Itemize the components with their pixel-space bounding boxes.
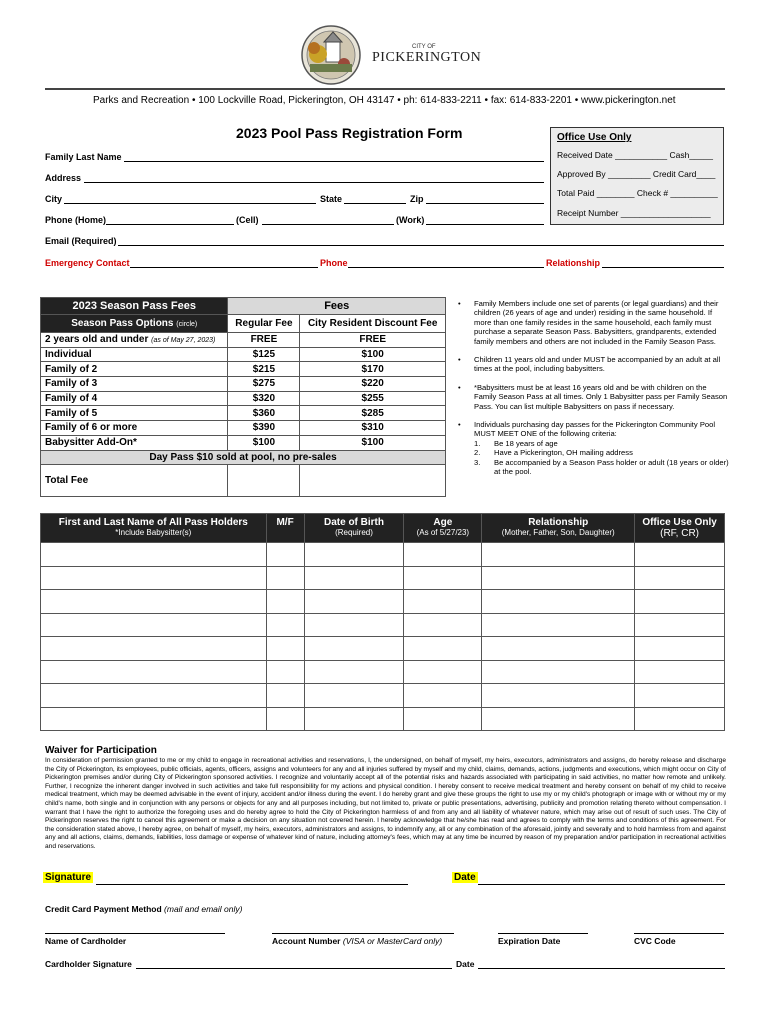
fee-row[interactable]: Family of 5 $360 $285 bbox=[41, 406, 446, 421]
family-last-field[interactable] bbox=[124, 161, 544, 162]
total-fee-regular[interactable] bbox=[228, 465, 300, 497]
office-title: Office Use Only bbox=[557, 132, 632, 143]
fax-text: fax: 614-833-2201 bbox=[490, 95, 572, 106]
col-dob: Date of Birth (Required) bbox=[304, 514, 404, 543]
office-receipt: Receipt Number ___________________ bbox=[557, 208, 711, 218]
cardholder-signature-label: Cardholder Signature bbox=[45, 959, 132, 969]
fees-table bbox=[40, 297, 446, 497]
office-approved: Approved By _________ Credit Card____ bbox=[557, 169, 716, 179]
col-relationship: Relationship (Mother, Father, Son, Daughter) bbox=[482, 514, 635, 543]
total-fee-resident[interactable] bbox=[300, 465, 446, 497]
resident-fee-header: City Resident Discount Fee bbox=[300, 315, 446, 333]
fee-row[interactable]: Family of 3 $275 $220 bbox=[41, 377, 446, 392]
state-field[interactable] bbox=[344, 203, 406, 204]
cell-field[interactable] bbox=[262, 224, 394, 225]
pass-holders-table bbox=[40, 513, 725, 731]
holder-row[interactable] bbox=[41, 707, 725, 731]
work-field[interactable] bbox=[426, 224, 544, 225]
work-label: (Work) bbox=[396, 215, 425, 225]
web-text: www.pickerington.net bbox=[581, 95, 676, 106]
cvc-label: CVC Code bbox=[634, 936, 676, 946]
address-label: Address bbox=[45, 173, 82, 183]
office-received: Received Date ___________ Cash_____ bbox=[557, 150, 713, 160]
expiration-label: Expiration Date bbox=[498, 936, 561, 946]
cc-method: Credit Card Payment Method (mail and email only) bbox=[45, 904, 243, 914]
season-options-header: Season Pass Options (circle) bbox=[41, 315, 228, 333]
fee-row[interactable]: Family of 4 $320 $255 bbox=[41, 391, 446, 406]
emergency-field[interactable] bbox=[130, 267, 318, 268]
zip-label: Zip bbox=[410, 194, 424, 204]
fee-row[interactable]: Babysitter Add-On* $100 $100 bbox=[41, 435, 446, 450]
signature-label: Signature bbox=[45, 872, 92, 883]
header-rule bbox=[45, 88, 725, 90]
page-title: 2023 Pool Pass Registration Form bbox=[236, 125, 463, 141]
logo-name: PICKERINGTON bbox=[372, 50, 482, 65]
holder-row[interactable] bbox=[41, 543, 725, 567]
office-use-box bbox=[550, 127, 724, 225]
bullet-children: • Children 11 years old and under MUST be accompanied by an adult at all times at the pool, including babysitters. bbox=[458, 355, 721, 374]
fee-row[interactable]: Family of 2 $215 $170 bbox=[41, 362, 446, 377]
col-office: Office Use Only (RF, CR) bbox=[635, 514, 725, 543]
bullet-babysitters: • *Babysitters must be at least 16 years old and be with children on the Family Season Pass at all times. Only 1 Babysitter pass per Family Season Pass. You can list multiple Babysitters on pass if necessary. bbox=[458, 382, 728, 411]
emergency-phone-field[interactable] bbox=[348, 267, 544, 268]
fees-head-right: Fees bbox=[228, 298, 446, 315]
fee-row[interactable]: Family of 6 or more $390 $310 bbox=[41, 421, 446, 436]
criteria-1: Be 18 years of age bbox=[494, 438, 558, 448]
holder-row[interactable] bbox=[41, 566, 725, 590]
emergency-label: Emergency Contact bbox=[45, 258, 130, 268]
cardholder-name-field[interactable] bbox=[45, 933, 225, 934]
holder-row[interactable] bbox=[41, 613, 725, 637]
fees-head-left: 2023 Season Pass Fees bbox=[41, 298, 228, 315]
address-field[interactable] bbox=[84, 182, 544, 183]
col-age: Age (As of 5/27/23) bbox=[404, 514, 482, 543]
parks-text: Parks and Recreation bbox=[93, 95, 190, 106]
holder-row[interactable] bbox=[41, 684, 725, 708]
phone-home-label: Phone (Home) bbox=[45, 215, 107, 225]
fee-row[interactable]: 2 years old and under (as of May 27, 2023) FREE FREE bbox=[41, 333, 446, 348]
family-last-label: Family Last Name bbox=[45, 152, 122, 162]
holder-row[interactable] bbox=[41, 660, 725, 684]
cardholder-date-label: Date bbox=[456, 959, 475, 969]
email-label: Email (Required) bbox=[45, 236, 117, 246]
bullet-family: • Family Members include one set of parents (or legal guardians) and their children (26 years of age and under) residing in the same household. If more than one family resides in the same household, each family must purchase a separate Season Pass. Babysitters, grandparents, extended family members and others are not included in the Family Season Pass. bbox=[458, 299, 719, 346]
cardholder-name-label: Name of Cardholder bbox=[45, 936, 127, 946]
phone-home-field[interactable] bbox=[106, 224, 234, 225]
address-text: 100 Lockville Road, Pickerington, OH 43147 bbox=[198, 95, 395, 106]
expiration-field[interactable] bbox=[498, 933, 588, 934]
day-pass-note: Day Pass $10 sold at pool, no pre-sales bbox=[41, 450, 446, 465]
city-field[interactable] bbox=[64, 203, 316, 204]
relationship-field[interactable] bbox=[602, 267, 724, 268]
total-fee-label: Total Fee bbox=[41, 465, 228, 497]
account-number-label: Account Number (VISA or MasterCard only) bbox=[272, 936, 443, 946]
account-number-field[interactable] bbox=[272, 933, 454, 934]
logo-city-of: CITY OF bbox=[412, 44, 436, 50]
regular-fee-header: Regular Fee bbox=[228, 315, 300, 333]
holder-row[interactable] bbox=[41, 590, 725, 614]
cell-label: (Cell) bbox=[236, 215, 259, 225]
col-mf: M/F bbox=[266, 514, 304, 543]
relationship-label: Relationship bbox=[546, 258, 601, 268]
office-total: Total Paid ________ Check # __________ bbox=[557, 188, 718, 198]
waiver-title: Waiver for Participation bbox=[45, 745, 157, 756]
cardholder-signature-field[interactable] bbox=[136, 968, 452, 969]
contact-line: Parks and Recreation • 100 Lockville Road, Pickerington, OH 43147 • ph: 614-833-2211 • fax: 614-833-2201 • www.pickerington.net bbox=[93, 95, 676, 106]
emergency-phone-label: Phone bbox=[320, 258, 348, 268]
waiver-text: In consideration of permission granted to me or my child to engage in recreational activities and reservations, I, the undersigned, on behalf of myself, my heirs, executors, administrators and assigns, do hereby release and discharge the City of Pickerington, its employees, public officials, agents, officers, assigns and volunteers for any and all injuries suffered by myself and my child, claims, demands, actions, judgments and executions, which might occur on City of Pickerington premises and/or during City of Pickerington sponsored activities. I recognize and voluntarily accept all of the potential risks and hazards associated with participating in said activities, no matter how remote and unlikely. Further, I recognize the inherent danger involved in such activities and take full responsibility for my actions and physical condition. I hereby consent to receive medical treatment and hereby consent on behalf of my child to receive medical treatment, which may be deemed advisable in the event of injury, accident and/or illness during the event. I do hereby grant and give these groups the right to use my or my child's photograph or image with or without my or my child's name, both single and in conjunction with any persons or objects for any and all purposes including, but not limited to, private or public presentations, advertising, publicity and promotion relating thereto without compensation. I warrant that I have the right to authorize the foregoing uses and do hereby agree to hold the City of Pickerington harmless of and from any and all liability of whatever nature, which may arise out of result of such uses. The City of Pickerington reserves the right to cancel this agreement or make a decision on any situation not covered herein. I hereby acknowledge that he/she has read and agrees to comply with the terms and conditions of this agreement. For the consideration stated above, I hereby agree, on behalf of myself, my heirs, executors, administrators and assigns, to indemnify any, all or any combination of the aforesaid, jointly and severally and to hold harmless from and against any and all actions, claims, demands, liabilities, loss damage or expense of whatever kind of nature, including attorney's fees, which may at any time be incurred by reason of my preparation and/or participation in recreational activities and reservations. bbox=[45, 757, 726, 850]
city-seal-icon bbox=[300, 24, 362, 86]
zip-field[interactable] bbox=[426, 203, 544, 204]
criteria-3: Be accompanied by a Season Pass holder or adult (18 years or older) at the pool. bbox=[494, 457, 729, 477]
cvc-field[interactable] bbox=[634, 933, 724, 934]
info-bullets bbox=[458, 299, 730, 477]
signature-field[interactable] bbox=[96, 884, 408, 885]
col-name: First and Last Name of All Pass Holders *Include Babysitter(s) bbox=[41, 514, 267, 543]
holder-row[interactable] bbox=[41, 637, 725, 661]
bullet-day-pass: • Individuals purchasing day passes for the Pickerington Community Pool MUST MEET ONE of the following criteria: 1. Be 18 years of age 2. Have a Pickerington, OH mailing address 3. Be accompanied by a Season Pass holder or adult (18 years or older) at the pool. bbox=[458, 420, 729, 477]
phone-text: ph: 614-833-2211 bbox=[403, 95, 482, 106]
criteria-2: Have a Pickerington, OH mailing address bbox=[494, 448, 633, 458]
fee-row[interactable]: Individual $125 $100 bbox=[41, 347, 446, 362]
city-logo bbox=[300, 24, 482, 86]
email-field[interactable] bbox=[118, 245, 724, 246]
city-label: City bbox=[45, 194, 63, 204]
signature-date-label: Date bbox=[454, 872, 476, 883]
signature-date-field[interactable] bbox=[478, 884, 725, 885]
state-label: State bbox=[320, 194, 343, 204]
cardholder-date-field[interactable] bbox=[478, 968, 725, 969]
